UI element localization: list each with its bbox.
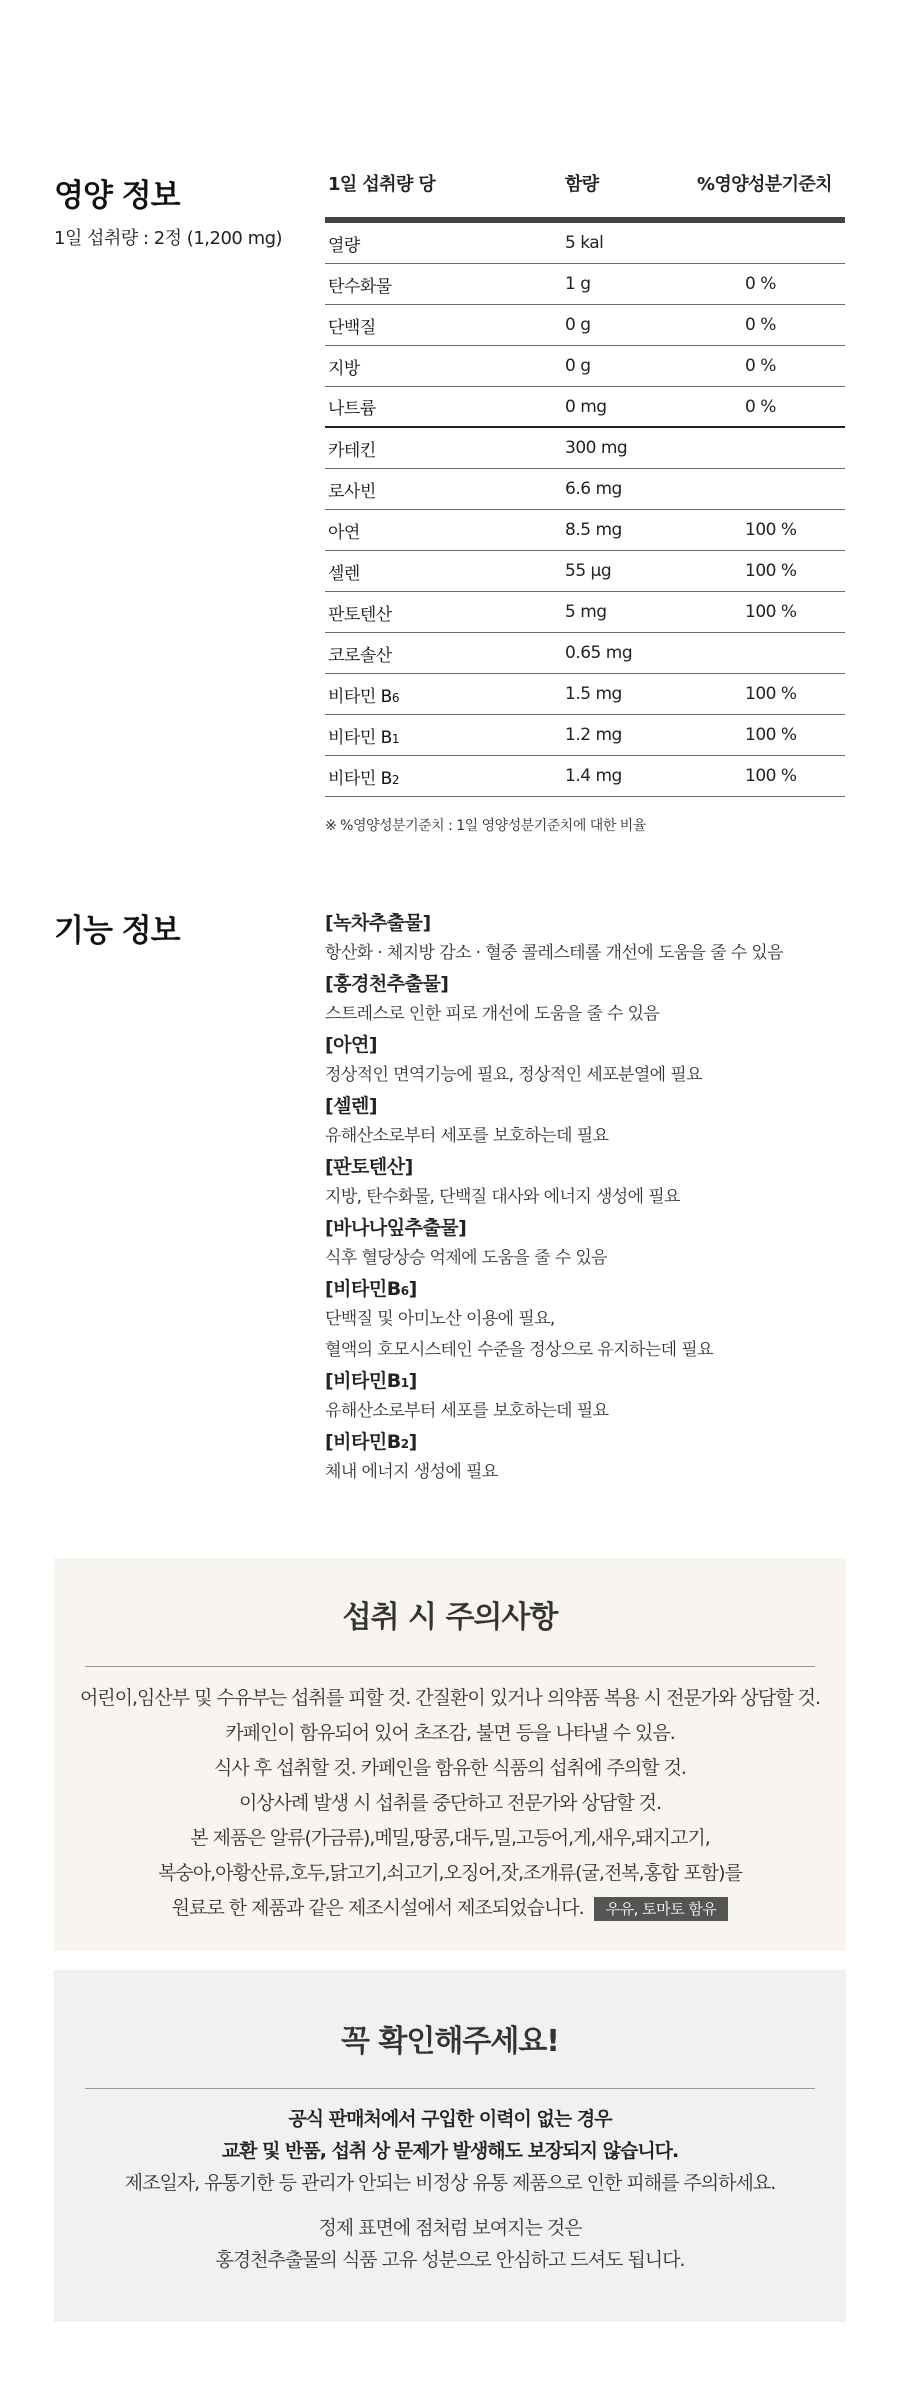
function-desc: 유해산소로부터 세포를 보호하는데 필요 xyxy=(325,1401,609,1421)
function-desc: 유해산소로부터 세포를 보호하는데 필요 xyxy=(325,1126,609,1146)
vitamin-subscript: 2 xyxy=(391,772,399,787)
nutrient-dv: 100 % xyxy=(745,684,797,704)
caution-box xyxy=(54,1558,846,1951)
list-item xyxy=(325,1030,865,1091)
nutrient-name: 탄수화물 xyxy=(328,276,392,297)
list-item xyxy=(325,1366,865,1427)
check-divider xyxy=(85,2088,815,2089)
nutrient-name: 카테킨 xyxy=(328,440,376,461)
heading-text: [비타민B xyxy=(325,1431,401,1453)
nutrient-dv: 0 % xyxy=(745,396,776,417)
caution-line: 식사 후 섭취할 것. 카페인을 함유한 식품의 섭취에 주의할 것. xyxy=(214,1757,686,1779)
caution-line: 복숭아,아황산류,호두,닭고기,쇠고기,오징어,잣,조개류(굴,전복,홍합 포함)를 xyxy=(158,1862,742,1884)
nutrient-amount: 300 mg xyxy=(565,438,628,458)
nutrient-dv: 0 % xyxy=(745,274,776,294)
table-row xyxy=(325,715,845,756)
check-line: 제조일자, 유통기한 등 관리가 안되는 비정상 유통 제품으로 인한 피해를 주의하세요. xyxy=(124,2172,776,2194)
check-line: 정제 표면에 점처럼 보여지는 것은 xyxy=(318,2217,582,2239)
function-desc: 혈액의 호모시스테인 수준을 정상으로 유지하는데 필요 xyxy=(325,1340,713,1360)
nutrient-name: 나트륨 xyxy=(328,399,376,419)
nutrition-table xyxy=(325,170,845,835)
heading-subscript: 1 xyxy=(400,1376,409,1390)
table-row xyxy=(325,510,845,551)
check-line: 홍경천추출물의 식품 고유 성분으로 안심하고 드셔도 됩니다. xyxy=(215,2249,685,2271)
nutrition-title: 영양 정보 xyxy=(54,178,180,214)
caution-line xyxy=(54,1891,846,1926)
nutrient-amount: 0 g xyxy=(565,315,591,335)
list-item xyxy=(325,1091,865,1152)
table-row xyxy=(325,592,845,633)
table-row xyxy=(325,756,845,797)
nutrient-name xyxy=(325,723,565,748)
caution-line: 이상사례 발생 시 섭취를 중단하고 전문가와 상담할 것. xyxy=(238,1792,662,1814)
nutrient-amount: 1.2 mg xyxy=(565,725,622,745)
table-row xyxy=(325,428,845,469)
serving-size: 1일 섭취량 : 2정 (1,200 mg) xyxy=(54,228,283,249)
nutrient-name: 코로솔산 xyxy=(328,645,392,666)
check-line-bold: 교환 및 반품, 섭취 상 문제가 발생해도 보장되지 않습니다. xyxy=(221,2140,679,2162)
function-heading: [바나나잎추출물] xyxy=(325,1217,467,1239)
function-heading xyxy=(325,1274,865,1304)
check-line-bold: 공식 판매처에서 구입한 이력이 없는 경우 xyxy=(288,2108,612,2130)
vitamin-subscript: 1 xyxy=(391,731,399,746)
function-list xyxy=(325,908,865,1488)
function-desc: 식후 혈당상승 억제에 도움을 줄 수 있음 xyxy=(325,1248,607,1268)
list-item xyxy=(325,1274,865,1366)
nutrient-dv: 100 % xyxy=(745,520,797,540)
function-heading xyxy=(325,1427,865,1457)
nutrient-dv: 100 % xyxy=(745,766,797,786)
function-desc: 지방, 탄수화물, 단백질 대사와 에너지 생성에 필요 xyxy=(325,1187,680,1207)
table-row xyxy=(325,551,845,592)
caution-line: 어린이,임산부 및 수유부는 섭취를 피할 것. 간질환이 있거나 의약품 복용 시 전문가와 상담할 것. xyxy=(79,1687,821,1709)
function-heading: [셀렌] xyxy=(325,1095,378,1117)
daily-value-note: ※ %영양성분기준치 : 1일 영양성분기준치에 대한 비율 xyxy=(325,818,646,834)
heading-subscript: 2 xyxy=(400,1437,409,1451)
nutrient-amount: 1 g xyxy=(565,274,591,294)
list-item xyxy=(325,1213,865,1274)
nutrient-name: 로사빈 xyxy=(328,481,376,502)
nutrient-name: 아연 xyxy=(328,522,360,543)
nutrient-amount: 0 g xyxy=(565,356,591,376)
nutrient-name: 지방 xyxy=(328,358,360,379)
caution-text xyxy=(54,1681,846,1926)
table-header xyxy=(325,170,845,217)
nutrient-name xyxy=(325,682,565,707)
vitamin-subscript: 6 xyxy=(391,690,399,705)
nutrient-name xyxy=(325,764,565,789)
caution-line: 카페인이 함유되어 있어 초조감, 불면 등을 나타낼 수 있음. xyxy=(225,1722,675,1744)
caution-line: 본 제품은 알류(가금류),메밀,땅콩,대두,밀,고등어,게,새우,돼지고기, xyxy=(190,1827,710,1849)
nutrient-amount: 8.5 mg xyxy=(565,520,622,540)
nutrient-name: 셀렌 xyxy=(328,563,360,584)
nutrient-amount: 6.6 mg xyxy=(565,479,622,499)
table-row xyxy=(325,387,845,428)
list-item xyxy=(325,1152,865,1213)
nutrient-amount: 1.5 mg xyxy=(565,684,622,704)
function-title: 기능 정보 xyxy=(54,913,180,949)
nutrient-amount: 0.65 mg xyxy=(565,643,633,663)
check-text-2 xyxy=(54,2212,846,2276)
nutrient-amount: 5 kal xyxy=(565,233,604,253)
function-heading xyxy=(325,1366,865,1396)
check-text xyxy=(54,2103,846,2199)
list-item xyxy=(325,908,865,969)
function-desc: 스트레스로 인한 피로 개선에 도움을 줄 수 있음 xyxy=(325,1004,660,1024)
nutrient-dv: 0 % xyxy=(745,315,776,335)
nutrient-amount: 1.4 mg xyxy=(565,766,622,786)
table-row xyxy=(325,469,845,510)
nutrient-name: 단백질 xyxy=(328,317,376,338)
vitamin-label: 비타민 B xyxy=(328,727,392,748)
function-desc: 단백질 및 아미노산 이용에 필요, xyxy=(325,1309,555,1329)
nutrient-dv: 100 % xyxy=(745,725,797,745)
nutrient-dv: 100 % xyxy=(745,561,797,581)
heading-text: [비타민B xyxy=(325,1278,401,1300)
check-title: 꼭 확인해주세요! xyxy=(341,2024,559,2059)
function-heading: [홍경천추출물] xyxy=(325,973,449,995)
function-desc: 체내 에너지 생성에 필요 xyxy=(325,1462,498,1482)
heading-close: ] xyxy=(408,1431,417,1453)
header-name: 1일 섭취량 당 xyxy=(328,174,436,195)
nutrient-amount: 55 μg xyxy=(565,561,612,581)
nutrient-name: 열량 xyxy=(328,235,360,256)
nutrient-dv: 100 % xyxy=(745,602,797,622)
table-row xyxy=(325,674,845,715)
nutrient-name: 판토텐산 xyxy=(328,604,392,625)
heading-close: ] xyxy=(408,1278,417,1300)
function-heading: [아연] xyxy=(325,1034,378,1056)
table-row xyxy=(325,223,845,264)
allergen-badge: 우유, 토마토 함유 xyxy=(594,1897,729,1921)
caution-line-text: 원료로 한 제품과 같은 제조시설에서 제조되었습니다. xyxy=(171,1897,584,1919)
list-item xyxy=(325,1427,865,1488)
table-row xyxy=(325,346,845,387)
vitamin-label: 비타민 B xyxy=(328,686,392,707)
heading-text: [비타민B xyxy=(325,1370,401,1392)
vitamin-label: 비타민 B xyxy=(328,768,392,789)
table-row xyxy=(325,633,845,674)
list-item xyxy=(325,969,865,1030)
nutrient-amount: 0 mg xyxy=(565,396,607,417)
caution-divider xyxy=(85,1666,815,1667)
header-amount: 함량 xyxy=(565,174,599,195)
check-box xyxy=(54,1970,846,2322)
nutrient-dv: 0 % xyxy=(745,356,776,376)
header-dv: %영양성분기준치 xyxy=(697,174,832,195)
nutrient-amount: 5 mg xyxy=(565,602,607,622)
function-heading: [녹차추출물] xyxy=(325,912,431,934)
table-row xyxy=(325,264,845,305)
table-row xyxy=(325,305,845,346)
heading-subscript: 6 xyxy=(400,1284,409,1298)
heading-close: ] xyxy=(408,1370,417,1392)
function-desc: 항산화 · 체지방 감소 · 혈중 콜레스테롤 개선에 도움을 줄 수 있음 xyxy=(325,943,783,963)
function-desc: 정상적인 면역기능에 필요, 정상적인 세포분열에 필요 xyxy=(325,1065,702,1085)
function-heading: [판토텐산] xyxy=(325,1156,413,1178)
caution-title: 섭취 시 주의사항 xyxy=(342,1600,558,1635)
